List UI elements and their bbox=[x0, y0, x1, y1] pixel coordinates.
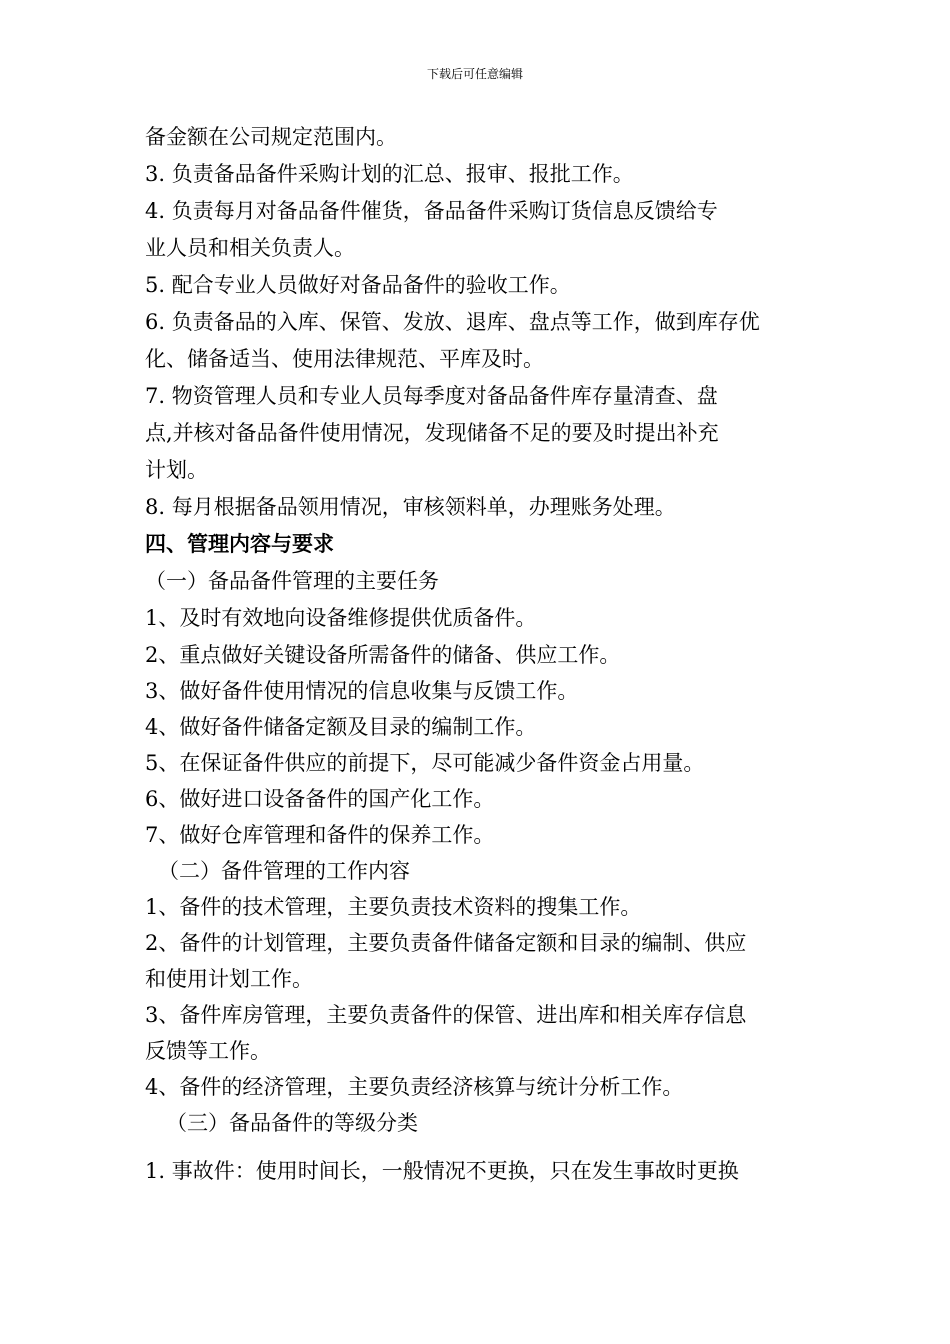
list-item: 3. 负责备品备件采购计划的汇总、报审、报批工作。 bbox=[145, 162, 634, 186]
paragraph-line: 化、储备适当、使用法律规范、平库及时。 bbox=[145, 347, 544, 371]
page-header: 下载后可任意编辑 bbox=[426, 67, 523, 81]
subsection-heading: （二）备件管理的工作内容 bbox=[158, 859, 410, 883]
section-heading: 四、管理内容与要求 bbox=[145, 531, 334, 556]
list-item: 7、做好仓库管理和备件的保养工作。 bbox=[145, 823, 495, 847]
list-item: 8. 每月根据备品领用情况，审核领料单，办理账务处理。 bbox=[145, 495, 676, 519]
list-item: 6. 负责备品的入库、保管、发放、退库、盘点等工作，做到库存优 bbox=[145, 310, 760, 334]
list-item: 1. 事故件：使用时间长，一般情况不更换，只在发生事故时更换 bbox=[145, 1159, 739, 1183]
list-item: 3、做好备件使用情况的信息收集与反馈工作。 bbox=[145, 679, 579, 703]
paragraph-line: 业人员和相关负责人。 bbox=[145, 236, 355, 260]
list-item: 1、及时有效地向设备维修提供优质备件。 bbox=[145, 606, 537, 630]
paragraph-line: 反馈等工作。 bbox=[145, 1039, 271, 1063]
list-item: 5、在保证备件供应的前提下，尽可能减少备件资金占用量。 bbox=[145, 751, 705, 775]
list-item: 4. 负责每月对备品备件催货，备品备件采购订货信息反馈给专 bbox=[145, 199, 718, 223]
list-item: 1、备件的技术管理，主要负责技术资料的搜集工作。 bbox=[145, 895, 642, 919]
list-item: 4、做好备件储备定额及目录的编制工作。 bbox=[145, 715, 537, 739]
list-item: 5. 配合专业人员做好对备品备件的验收工作。 bbox=[145, 273, 571, 297]
subsection-heading: （三）备品备件的等级分类 bbox=[166, 1111, 418, 1135]
list-item: 3、备件库房管理，主要负责备件的保管、进出库和相关库存信息 bbox=[145, 1003, 747, 1027]
paragraph-line: 计划。 bbox=[145, 458, 208, 482]
list-item: 2、重点做好关键设备所需备件的储备、供应工作。 bbox=[145, 643, 621, 667]
subsection-heading: （一）备品备件管理的主要任务 bbox=[145, 569, 439, 593]
list-item: 6、做好进口设备备件的国产化工作。 bbox=[145, 787, 495, 811]
list-item: 4、备件的经济管理，主要负责经济核算与统计分析工作。 bbox=[145, 1075, 684, 1099]
list-item: 2、备件的计划管理，主要负责备件储备定额和目录的编制、供应 bbox=[145, 931, 747, 955]
paragraph-line: 和使用计划工作。 bbox=[145, 967, 313, 991]
paragraph-line: 点,并核对备品备件使用情况，发现储备不足的要及时提出补充 bbox=[145, 421, 719, 445]
paragraph-line: 备金额在公司规定范围内。 bbox=[145, 125, 397, 149]
list-item: 7. 物资管理人员和专业人员每季度对备品备件库存量清查、盘 bbox=[145, 384, 718, 408]
